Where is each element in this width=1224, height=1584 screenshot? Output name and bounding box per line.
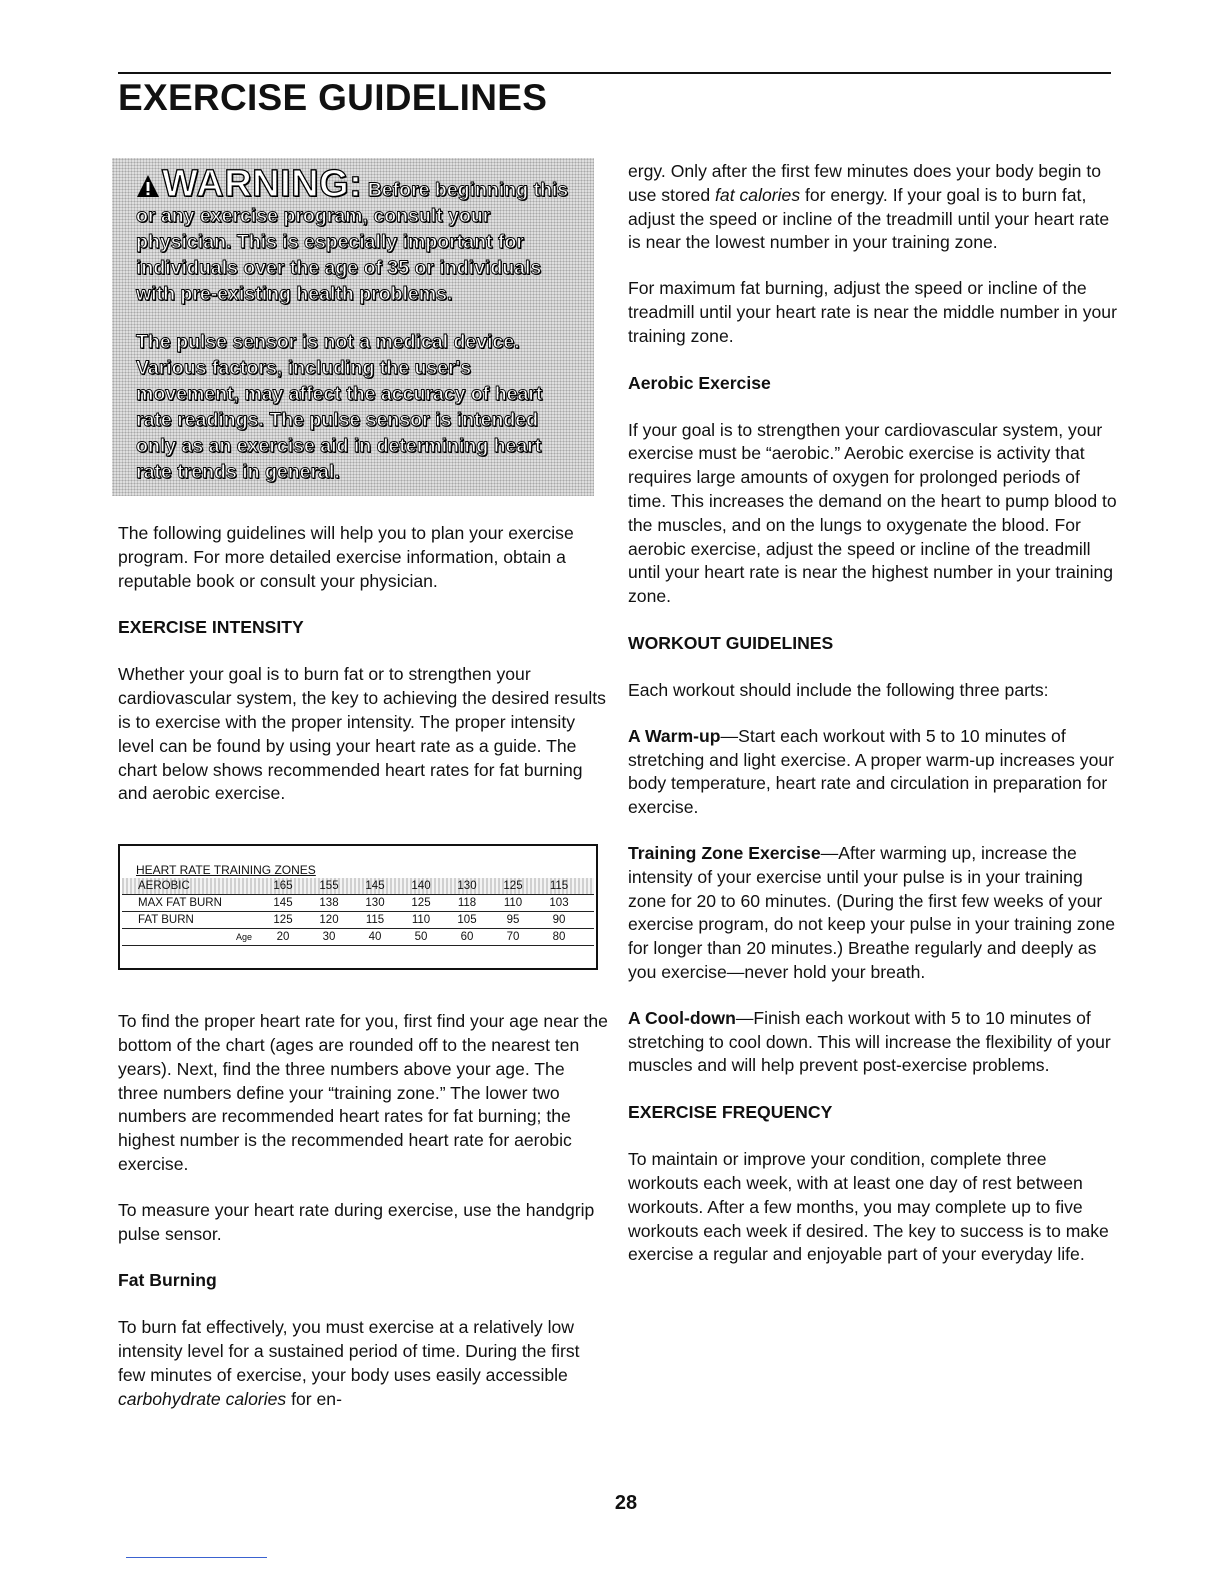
fat-burning-paragraph-2: For maximum fat burning, adjust the speed or incline of the treadmill until your heart rate is near the middle number in your training zone. bbox=[628, 278, 1117, 346]
warning-paragraph-2: The pulse sensor is not a medical device. Various factors, including the user's movement, may affect the accuracy of heart rate readings. The pulse sensor is intended only as an exercise aid in determining heart rate trends in general. bbox=[136, 331, 543, 483]
training-label: Training Zone Exercise bbox=[628, 842, 821, 863]
cooldown-paragraph bbox=[628, 1007, 1118, 1078]
table-row-fat-burn bbox=[122, 912, 594, 929]
aerobic-heading: Aerobic Exercise bbox=[628, 372, 771, 393]
left-column bbox=[118, 158, 608, 1434]
heart-rate-zones-table bbox=[118, 844, 598, 970]
table-cell: 115 bbox=[365, 914, 385, 927]
table-cell: 110 bbox=[503, 897, 523, 910]
table-row-max-fat-burn bbox=[122, 895, 594, 912]
table-cell: 110 bbox=[411, 914, 431, 927]
workout-intro: Each workout should include the following three parts: bbox=[628, 679, 1049, 700]
table-cell: 120 bbox=[319, 914, 339, 927]
row-label: FAT BURN bbox=[138, 914, 194, 927]
age-cell: 50 bbox=[414, 931, 428, 944]
text-run: for energy. If your goal is to burn fat, adjust the speed or incline of the treadmill until your heart rate is near the lowest number in your training zone. bbox=[628, 184, 1110, 253]
frequency-paragraph: To maintain or improve your condition, complete three workouts each week, with at least one day of rest between workouts. After a few months, you may complete up to five workouts each week if desired. The key to success is to make exercise a regular and enjoyable part of your everyday life. bbox=[628, 1149, 1109, 1265]
fat-burning-paragraph-1b bbox=[628, 160, 1118, 255]
cooldown-label: A Cool-down bbox=[628, 1007, 736, 1028]
page-number: 28 bbox=[614, 1492, 638, 1514]
table-cell: 125 bbox=[273, 914, 293, 927]
exercise-frequency-heading: EXERCISE FREQUENCY bbox=[628, 1102, 833, 1123]
warning-paragraph-1 bbox=[136, 163, 576, 307]
table-cell: 165 bbox=[273, 880, 293, 893]
table-cell: 145 bbox=[365, 880, 385, 893]
table-cell: 138 bbox=[319, 897, 339, 910]
table-cell: 90 bbox=[552, 914, 566, 927]
text-run: ergy. Only after the first few minutes does your body begin to use stored bbox=[628, 161, 1101, 205]
row-label: MAX FAT BURN bbox=[138, 897, 222, 910]
table-cell: 103 bbox=[549, 897, 569, 910]
table-cell: 115 bbox=[549, 880, 569, 893]
warning-text-1: Before beginning this or any exercise program, consult your physician. This is especially important for individuals over the age of 35 or individuals with pre-existing health problems. bbox=[136, 179, 569, 305]
training-zone-paragraph bbox=[628, 842, 1118, 985]
warmup-text: —Start each workout with 5 to 10 minutes of stretching and light exercise. A proper warm-up increases your body temperature, heart rate and circulation in preparation for exercise. bbox=[628, 725, 1115, 818]
intro-paragraph: The following guidelines will help you to plan your exercise program. For more detailed exercise information, obtain a reputable book or consult your physician. bbox=[118, 523, 574, 591]
text-run: To burn fat effectively, you must exercise at a relatively low intensity level for a sustained period of time. During the first few minutes of exercise, your body uses easily accessible bbox=[118, 1317, 580, 1385]
table-caption: HEART RATE TRAINING ZONES bbox=[136, 863, 316, 878]
table-row-aerobic bbox=[122, 878, 594, 895]
training-text: —After warming up, increase the intensity of your exercise until your pulse is in your training zone for 20 to 60 minutes. (During the first few weeks of your exercise program, do not keep your pulse in your training zone for longer than 20 minutes.) Breathe regularly and deeply as you exercise—never hold your breath. bbox=[628, 842, 1116, 982]
table-cell: 125 bbox=[503, 880, 523, 893]
age-cell: 40 bbox=[368, 931, 382, 944]
fat-burning-paragraph-1a bbox=[118, 1316, 608, 1411]
age-cell: 30 bbox=[322, 931, 336, 944]
table-cell: 130 bbox=[457, 880, 477, 893]
emphasis-text: fat calories bbox=[715, 184, 801, 205]
text-run: for en- bbox=[286, 1388, 342, 1409]
table-cell: 95 bbox=[506, 914, 520, 927]
intensity-paragraph-3: To measure your heart rate during exercise, use the handgrip pulse sensor. bbox=[118, 1199, 595, 1244]
age-cell: 20 bbox=[276, 931, 290, 944]
intensity-paragraph-2: To find the proper heart rate for you, first find your age near the bottom of the chart (ages are rounded off to the nearest ten years). Next, find the three numbers above your age. The three numbers define your “training zone.” The lower two numbers are recommended heart rates for fat burning; the highest number is the recommended heart rate for aerobic exercise. bbox=[118, 1011, 608, 1174]
table-cell: 145 bbox=[273, 897, 293, 910]
page-title: EXERCISE GUIDELINES bbox=[118, 77, 548, 118]
table-cell: 125 bbox=[411, 897, 431, 910]
cooldown-text: —Finish each workout with 5 to 10 minutes of stretching to cool down. This will increase the flexibility of your muscles and will help prevent post-exercise problems. bbox=[628, 1007, 1111, 1076]
intensity-paragraph-1: Whether your goal is to burn fat or to strengthen your cardiovascular system, the key to achieving the desired results is to exercise with the proper intensity. The proper intensity level can be found by using your heart rate as a guide. The chart below shows recommended heart rates for fat burning and aerobic exercise. bbox=[118, 664, 606, 804]
age-cell: 70 bbox=[506, 931, 520, 944]
table-cell: 105 bbox=[457, 914, 477, 927]
bottom-rule bbox=[126, 1557, 267, 1558]
warning-heading: WARNING: bbox=[162, 163, 363, 205]
warning-box bbox=[112, 158, 594, 496]
table-cell: 155 bbox=[319, 880, 339, 893]
table-cell: 140 bbox=[411, 880, 431, 893]
workout-guidelines-heading: WORKOUT GUIDELINES bbox=[628, 632, 834, 653]
table-cell: 130 bbox=[365, 897, 385, 910]
fat-burning-heading: Fat Burning bbox=[118, 1270, 217, 1291]
emphasis-text: carbohydrate calories bbox=[118, 1388, 287, 1409]
warmup-paragraph bbox=[628, 725, 1118, 820]
warning-triangle-icon bbox=[136, 174, 160, 198]
title-rule bbox=[118, 72, 1111, 74]
table-row-ages bbox=[122, 929, 594, 946]
row-label: AEROBIC bbox=[138, 880, 190, 893]
age-cell: 60 bbox=[460, 931, 474, 944]
exercise-intensity-heading: EXERCISE INTENSITY bbox=[118, 617, 304, 638]
warmup-label: A Warm-up bbox=[628, 725, 721, 746]
aerobic-paragraph: If your goal is to strengthen your cardiovascular system, your exercise must be “aerobic.” Aerobic exercise is activity that requires large amounts of oxygen for prolonged periods of time. This increases the demand on the heart to pump blood to the muscles, and on the lungs to oxygenate the blood. For aerobic exercise, adjust the speed or incline of the treadmill until your heart rate is near the highest number in your training zone. bbox=[628, 419, 1117, 607]
table-cell: 118 bbox=[457, 897, 477, 910]
right-column bbox=[628, 160, 1118, 1289]
age-cell: 80 bbox=[552, 931, 566, 944]
age-label: Age bbox=[235, 932, 252, 943]
